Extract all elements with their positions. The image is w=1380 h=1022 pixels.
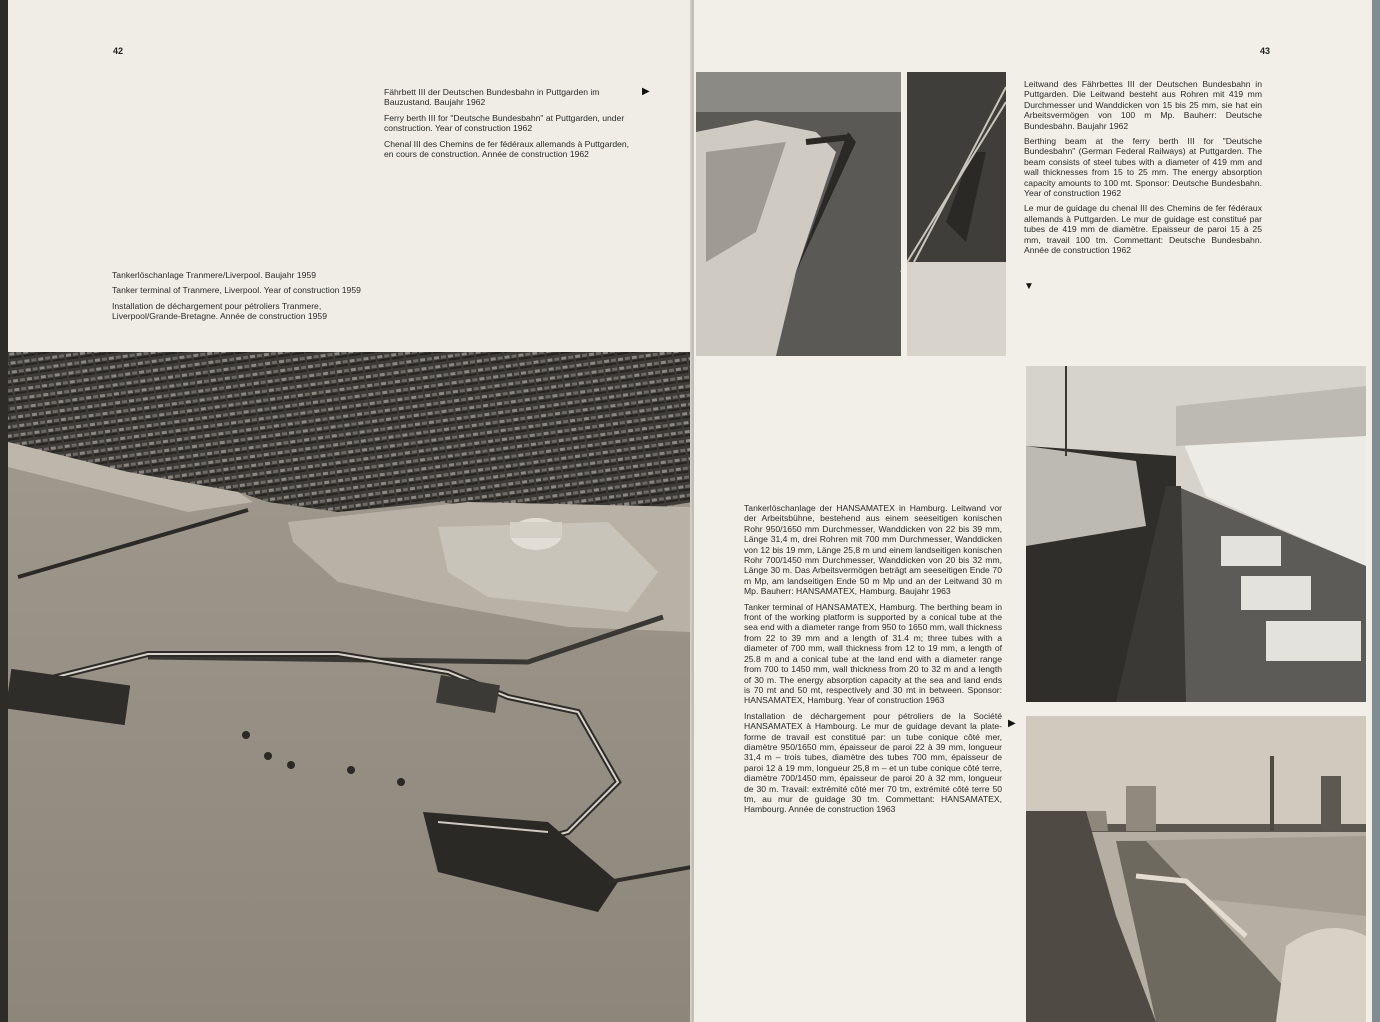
caption-english: Berthing beam at the ferry berth III for "Deutsche Bundesbahn" (German Federal Railways) at Puttgarden. The beam consists of steel tubes with a diameter of 419 mm and wall thicknesses from 15 to 25 mm. The energy absorption capacity amounts to 100 mt. Sponsor: Deutsche Bundesbahn. Year of construction 1962 [1024,136,1262,199]
caption-puttgarden-berthing-beam [1024,79,1262,261]
caption-french: Installation de déchargement pour pétroliers Tranmere, Liverpool/Grande-Bretagne. Année de construction 1959 [112,300,327,322]
caption-english: Ferry berth III for "Deutsche Bundesbahn" at Puttgarden, under construction. Year of construction 1962 [384,112,625,134]
caption-german: Leitwand des Fährbettes III der Deutschen Bundesbahn in Puttgarden. Die Leitwand besteht aus Rohren mit 419 mm Durchmesser und Wanddicken von 15 bis 25 mm, sie hat ein Arbeitsvermögen von 100 m Mp. Bauherr: Deutsche Bundesbahn. Baujahr 1962 [1024,79,1262,131]
book-edge-right [1372,0,1380,1022]
caption-english: Tanker terminal of HANSAMATEX, Hamburg. The berthing beam in front of the working platform is supported by a conical tube at the sea end with a diameter range from 950 to 1650 mm, wall thickness from 22 to 39 mm and a length of 31.4 m; three tubes with a diameter of 700 mm, wall thickness from 12 to 19 mm, a length of 25.8 m and a conical tube at the land end with a diameter range from 700 to 1450 mm, wall thickness from 20 to 32 m and a length of 30 m. The energy absorption capacity at the sea and land ends is 70 mt and 50 mt, respectively and 30 mt in between. Sponsor: HANSAMATEX, Hamburg. Year of construction 1963 [744,601,1002,706]
caption-puttgarden-ferry-berth [384,87,639,164]
book-edge-left [0,0,8,1022]
caption-french: Installation de déchargement pour pétroliers de la Société HANSAMATEX à Hambourg. Le mur de guidage devant la plate-forme de travail est constitué par: un tube conique côté mer, diamètre 950/1650 mm, épaisseur de paroi 22 à 39 mm, longueur 31,4 m – trois tubes, diamètre des tubes 700 mm, épaisseur de paroi 12 à 19 mm, longueur 25,8 m – et un tube conique côté terre, diamètre 700/1450 mm, épaisseur de paroi 20 à 32 mm, longueur de 30 m. Travail: extrémité côté mer 70 tm, extrémité côté terre 50 tm, au mur de guidage 30 tm. Commettant: HANSAMATEX, Hambourg. Année de construction 1963 [744,710,1002,815]
photo-puttgarden-construction [696,72,1006,356]
photo-tranmere-aerial [8,352,692,1022]
caption-german: Tankerlöschanlage Tranmere/Liverpool. Baujahr 1959 [112,270,316,280]
arrow-down-icon: ▼ [1024,281,1034,292]
arrow-right-icon: ▶ [1008,718,1016,729]
page-number: 42 [113,46,124,56]
caption-french: Le mur de guidage du chenal III des Chemins de fer fédéraux allemands à Puttgarden. Le mur de guidage est constitué par tubes de 419 mm de diamètre. Epaisseur de paroi 15 à 25 mm, travail 100 tm. Commettant: Deutsche Bundesbahn. Année de construction 1962 [1024,203,1262,256]
caption-hansamatex [744,503,1002,820]
photo-hamburg-berthing-beam [1026,716,1366,1022]
caption-english: Tanker terminal of Tranmere, Liverpool. Year of construction 1959 [112,285,361,296]
page-number: 43 [1260,46,1271,56]
left-page [8,0,692,1022]
arrow-right-icon: ▶ [642,86,650,97]
caption-german: Fährbett III der Deutschen Bundesbahn in Puttgarden im Bauzustand. Baujahr 1962 [384,87,600,108]
caption-german: Tankerlöschanlage der HANSAMATEX in Hamburg. Leitwand vor der Arbeitsbühne, bestehend aus einem seeseitigen konischen Rohr 950/1650 mm Durchmesser, Wanddicken von 22 bis 39 mm, Länge 31,4 m, drei Rohren mit 700 mm Durchmesser, Wanddicken von 12 bis 19 mm, Länge 25,8 m und einem landseitigen konischen Rohr 700/1450 mm Durchmesser, Wanddicken von 20 bis 32 mm, Länge 30 m. Das Arbeitsvermögen beträgt am seeseitigen Ende 70 m Mp, am landseitigen Ende 50 m Mp und an der Leitwand 30 m Mp. Bauherr: HANSAMATEX, Hamburg. Baujahr 1963 [744,503,1002,597]
caption-tranmere [112,270,362,327]
right-page [694,0,1372,1022]
caption-french: Chenal III des Chemins de fer fédéraux allemands à Puttgarden, en cours de construction. Année de construction 1962 [384,138,630,160]
photo-ferry-berthing-beam [1026,366,1366,702]
